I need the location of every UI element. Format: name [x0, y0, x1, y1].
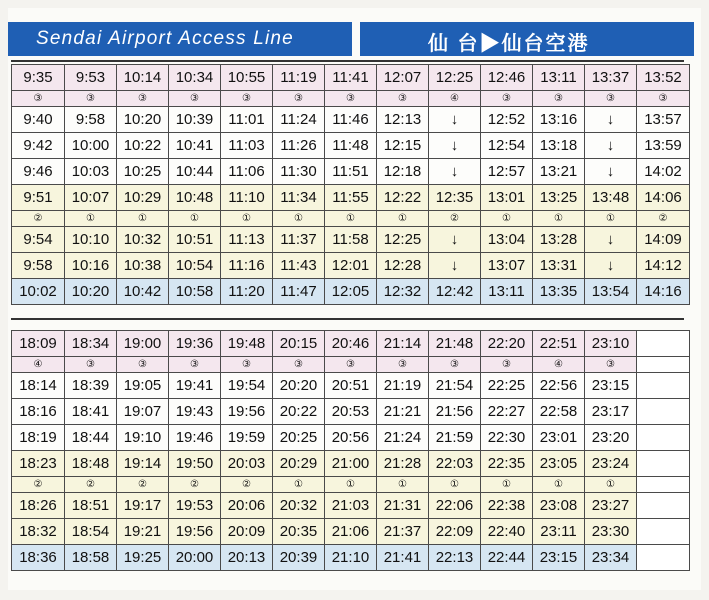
time-cell: 11:01 [221, 107, 273, 133]
time-cell: 23:15 [585, 373, 637, 399]
route-number-cell [637, 357, 690, 373]
time-cell: 13:31 [533, 253, 585, 279]
time-cell: 22:38 [481, 493, 533, 519]
route-number-cell: ③ [533, 91, 585, 107]
stop-time-row [12, 399, 690, 425]
time-cell: 11:46 [325, 107, 377, 133]
time-cell: ↓ [429, 133, 481, 159]
time-cell: 21:24 [377, 425, 429, 451]
time-cell: 10:20 [117, 107, 169, 133]
time-cell: 10:38 [117, 253, 169, 279]
time-cell: 20:15 [273, 331, 325, 357]
time-cell: ↓ [429, 253, 481, 279]
time-cell: 11:20 [221, 279, 273, 305]
route-number-cell: ① [325, 211, 377, 227]
evening-top-rule [11, 318, 684, 320]
stop-time-row [12, 227, 690, 253]
time-cell: 10:20 [65, 279, 117, 305]
time-cell: 21:59 [429, 425, 481, 451]
time-cell: 21:37 [377, 519, 429, 545]
time-cell: 19:48 [221, 331, 273, 357]
route-number-cell: ③ [12, 91, 65, 107]
time-cell: 11:47 [273, 279, 325, 305]
route-number-cell: ① [377, 211, 429, 227]
time-cell: 18:32 [12, 519, 65, 545]
route-number-cell: ③ [637, 91, 690, 107]
time-cell: 22:30 [481, 425, 533, 451]
time-cell: 14:06 [637, 185, 690, 211]
time-cell: 20:32 [273, 493, 325, 519]
time-cell: 11:48 [325, 133, 377, 159]
time-cell: 10:39 [169, 107, 221, 133]
time-cell: 22:58 [533, 399, 585, 425]
stop-time-row [12, 331, 690, 357]
time-cell: 11:30 [273, 159, 325, 185]
time-cell: 12:32 [377, 279, 429, 305]
time-cell: 10:42 [117, 279, 169, 305]
time-cell: 19:10 [117, 425, 169, 451]
time-cell: 13:04 [481, 227, 533, 253]
route-number-cell: ① [585, 211, 637, 227]
time-cell: 12:25 [429, 65, 481, 91]
time-cell: 12:01 [325, 253, 377, 279]
time-cell: 13:25 [533, 185, 585, 211]
time-cell: 10:58 [169, 279, 221, 305]
time-cell: 11:34 [273, 185, 325, 211]
time-cell: 11:19 [273, 65, 325, 91]
time-cell: 20:00 [169, 545, 221, 571]
time-cell: 10:03 [65, 159, 117, 185]
time-cell: 20:53 [325, 399, 377, 425]
time-cell: 19:59 [221, 425, 273, 451]
time-cell: 18:26 [12, 493, 65, 519]
time-cell: 23:11 [533, 519, 585, 545]
time-cell: 12:25 [377, 227, 429, 253]
time-cell: 19:54 [221, 373, 273, 399]
route-number-cell: ③ [325, 91, 377, 107]
time-cell: ↓ [429, 227, 481, 253]
time-cell: 19:14 [117, 451, 169, 477]
time-cell: 12:35 [429, 185, 481, 211]
route-number-cell: ③ [117, 357, 169, 373]
time-cell: 13:01 [481, 185, 533, 211]
time-cell [637, 399, 690, 425]
route-number-cell: ③ [273, 91, 325, 107]
time-cell: 14:09 [637, 227, 690, 253]
stop-time-row [12, 545, 690, 571]
time-cell: 21:00 [325, 451, 377, 477]
time-cell: 12:13 [377, 107, 429, 133]
time-cell: 20:39 [273, 545, 325, 571]
time-cell: 12:46 [481, 65, 533, 91]
time-cell: 20:03 [221, 451, 273, 477]
time-cell: 22:25 [481, 373, 533, 399]
time-cell: 14:16 [637, 279, 690, 305]
time-cell: 23:01 [533, 425, 585, 451]
time-cell: 10:32 [117, 227, 169, 253]
time-cell: 19:43 [169, 399, 221, 425]
route-number-cell: ② [429, 211, 481, 227]
route-number-cell: ① [273, 477, 325, 493]
time-cell [637, 425, 690, 451]
time-cell: 23:17 [585, 399, 637, 425]
time-cell: 20:13 [221, 545, 273, 571]
time-cell: 18:14 [12, 373, 65, 399]
time-cell: 13:48 [585, 185, 637, 211]
route-number-cell [637, 477, 690, 493]
time-cell: 21:06 [325, 519, 377, 545]
time-cell: 21:28 [377, 451, 429, 477]
time-cell: 9:51 [12, 185, 65, 211]
time-cell: 22:13 [429, 545, 481, 571]
morning-timetable [11, 64, 690, 305]
time-cell: 21:19 [377, 373, 429, 399]
route-title: 仙 台▶仙台空港 [428, 33, 590, 55]
time-cell: ↓ [585, 227, 637, 253]
time-cell: 20:22 [273, 399, 325, 425]
time-cell: 11:37 [273, 227, 325, 253]
route-number-cell: ③ [585, 91, 637, 107]
time-cell: 20:29 [273, 451, 325, 477]
time-cell: 19:46 [169, 425, 221, 451]
time-cell: 12:18 [377, 159, 429, 185]
time-cell: 23:15 [533, 545, 585, 571]
time-cell: 22:09 [429, 519, 481, 545]
time-cell: 18:48 [65, 451, 117, 477]
route-number-cell: ③ [221, 357, 273, 373]
time-cell: 23:30 [585, 519, 637, 545]
time-cell: 20:20 [273, 373, 325, 399]
time-cell: 19:25 [117, 545, 169, 571]
time-cell: 19:56 [169, 519, 221, 545]
time-cell: 13:18 [533, 133, 585, 159]
time-cell: 11:51 [325, 159, 377, 185]
route-number-row [12, 477, 690, 493]
time-cell: 18:58 [65, 545, 117, 571]
route-number-cell: ③ [169, 357, 221, 373]
time-cell: 9:58 [65, 107, 117, 133]
time-cell: 18:41 [65, 399, 117, 425]
route-number-row [12, 357, 690, 373]
morning-top-rule [11, 60, 684, 62]
route-number-cell: ③ [377, 357, 429, 373]
time-cell: 12:15 [377, 133, 429, 159]
route-number-cell: ② [12, 477, 65, 493]
time-cell: 23:10 [585, 331, 637, 357]
time-cell: 13:07 [481, 253, 533, 279]
time-cell: ↓ [429, 107, 481, 133]
time-cell: 11:06 [221, 159, 273, 185]
time-cell: 12:28 [377, 253, 429, 279]
route-number-cell: ① [533, 211, 585, 227]
time-cell: 23:27 [585, 493, 637, 519]
time-cell: 11:43 [273, 253, 325, 279]
route-number-cell: ① [533, 477, 585, 493]
time-cell: 18:51 [65, 493, 117, 519]
route-number-cell: ④ [429, 91, 481, 107]
time-cell: 9:58 [12, 253, 65, 279]
time-cell: 18:09 [12, 331, 65, 357]
time-cell: 11:26 [273, 133, 325, 159]
time-cell: 10:51 [169, 227, 221, 253]
time-cell: 10:16 [65, 253, 117, 279]
time-cell: 19:36 [169, 331, 221, 357]
time-cell: 13:16 [533, 107, 585, 133]
time-cell: 13:54 [585, 279, 637, 305]
route-number-row [12, 91, 690, 107]
time-cell: 14:12 [637, 253, 690, 279]
route-number-cell: ① [273, 211, 325, 227]
evening-timetable [11, 330, 690, 571]
route-number-cell: ② [169, 477, 221, 493]
route-number-cell: ③ [481, 357, 533, 373]
time-cell: 21:21 [377, 399, 429, 425]
time-cell: 10:41 [169, 133, 221, 159]
route-number-cell: ③ [65, 91, 117, 107]
time-cell: 13:37 [585, 65, 637, 91]
time-cell: 22:44 [481, 545, 533, 571]
time-cell: 22:03 [429, 451, 481, 477]
time-cell: 10:55 [221, 65, 273, 91]
time-cell: 10:10 [65, 227, 117, 253]
time-cell: 12:05 [325, 279, 377, 305]
time-cell: 21:10 [325, 545, 377, 571]
time-cell: 11:41 [325, 65, 377, 91]
time-cell: 23:08 [533, 493, 585, 519]
time-cell: 23:24 [585, 451, 637, 477]
route-number-cell: ② [221, 477, 273, 493]
time-cell: 10:07 [65, 185, 117, 211]
stop-time-row [12, 185, 690, 211]
time-cell: 20:51 [325, 373, 377, 399]
time-cell: 19:56 [221, 399, 273, 425]
route-number-cell: ③ [325, 357, 377, 373]
time-cell: 20:46 [325, 331, 377, 357]
header-divider [352, 22, 360, 56]
time-cell: 9:42 [12, 133, 65, 159]
time-cell: 19:50 [169, 451, 221, 477]
stop-time-row [12, 107, 690, 133]
route-number-cell: ② [65, 477, 117, 493]
route-number-cell: ① [325, 477, 377, 493]
route-number-cell: ① [585, 477, 637, 493]
time-cell: 12:22 [377, 185, 429, 211]
time-cell: 11:55 [325, 185, 377, 211]
time-cell: 10:14 [117, 65, 169, 91]
time-cell: 11:58 [325, 227, 377, 253]
route-number-cell: ① [65, 211, 117, 227]
time-cell: 12:57 [481, 159, 533, 185]
time-cell: 21:54 [429, 373, 481, 399]
time-cell: 20:06 [221, 493, 273, 519]
time-cell: 13:21 [533, 159, 585, 185]
route-number-cell: ② [637, 211, 690, 227]
stop-time-row [12, 133, 690, 159]
time-cell: 18:54 [65, 519, 117, 545]
route-number-cell: ① [481, 477, 533, 493]
time-cell: 12:52 [481, 107, 533, 133]
time-cell: 19:17 [117, 493, 169, 519]
route-number-cell: ④ [12, 357, 65, 373]
stop-time-row [12, 519, 690, 545]
time-cell [637, 545, 690, 571]
time-cell: 21:14 [377, 331, 429, 357]
time-cell: 18:19 [12, 425, 65, 451]
time-cell: ↓ [585, 107, 637, 133]
stop-time-row [12, 279, 690, 305]
route-number-cell: ③ [585, 357, 637, 373]
time-cell: 23:20 [585, 425, 637, 451]
time-cell: 19:21 [117, 519, 169, 545]
time-cell: ↓ [585, 253, 637, 279]
route-number-row [12, 211, 690, 227]
time-cell [637, 519, 690, 545]
time-cell: 19:00 [117, 331, 169, 357]
time-cell: 10:00 [65, 133, 117, 159]
time-cell [637, 373, 690, 399]
stop-time-row [12, 65, 690, 91]
time-cell: 18:44 [65, 425, 117, 451]
time-cell: 19:05 [117, 373, 169, 399]
time-cell: 23:34 [585, 545, 637, 571]
stop-time-row [12, 373, 690, 399]
time-cell: 20:09 [221, 519, 273, 545]
time-cell: 13:52 [637, 65, 690, 91]
time-cell: 22:51 [533, 331, 585, 357]
time-cell: 18:16 [12, 399, 65, 425]
route-number-cell: ③ [117, 91, 169, 107]
route-number-cell: ③ [481, 91, 533, 107]
route-number-cell: ① [481, 211, 533, 227]
time-cell: 11:03 [221, 133, 273, 159]
time-cell [637, 493, 690, 519]
time-cell: 10:48 [169, 185, 221, 211]
time-cell: 19:41 [169, 373, 221, 399]
route-number-cell: ① [117, 211, 169, 227]
time-cell: 19:53 [169, 493, 221, 519]
route-number-cell: ① [429, 477, 481, 493]
time-cell: 9:35 [12, 65, 65, 91]
stop-time-row [12, 159, 690, 185]
route-number-cell: ③ [221, 91, 273, 107]
time-cell: 10:44 [169, 159, 221, 185]
time-cell: 20:25 [273, 425, 325, 451]
time-cell: 11:16 [221, 253, 273, 279]
time-cell: 22:27 [481, 399, 533, 425]
time-cell: 21:48 [429, 331, 481, 357]
time-cell: 21:41 [377, 545, 429, 571]
route-number-cell: ④ [533, 357, 585, 373]
time-cell: 13:11 [481, 279, 533, 305]
time-cell: 9:54 [12, 227, 65, 253]
line-title: Sendai Airport Access Line [36, 28, 294, 49]
time-cell: 10:29 [117, 185, 169, 211]
stop-time-row [12, 253, 690, 279]
time-cell: 13:57 [637, 107, 690, 133]
time-cell: 18:23 [12, 451, 65, 477]
time-cell: 10:25 [117, 159, 169, 185]
route-number-cell: ② [117, 477, 169, 493]
time-cell: ↓ [585, 159, 637, 185]
time-cell: 10:34 [169, 65, 221, 91]
time-cell: 9:53 [65, 65, 117, 91]
time-cell: 13:35 [533, 279, 585, 305]
route-number-cell: ③ [65, 357, 117, 373]
time-cell: ↓ [585, 133, 637, 159]
stop-time-row [12, 493, 690, 519]
time-cell: 21:31 [377, 493, 429, 519]
time-cell: 11:13 [221, 227, 273, 253]
time-cell: 13:11 [533, 65, 585, 91]
time-cell: 9:40 [12, 107, 65, 133]
time-cell: 22:20 [481, 331, 533, 357]
route-number-cell: ① [169, 211, 221, 227]
time-cell: 20:56 [325, 425, 377, 451]
time-cell: 12:54 [481, 133, 533, 159]
time-cell: 10:54 [169, 253, 221, 279]
time-cell [637, 331, 690, 357]
route-number-cell: ③ [169, 91, 221, 107]
time-cell: 22:40 [481, 519, 533, 545]
route-number-cell: ③ [377, 91, 429, 107]
route-number-cell: ① [221, 211, 273, 227]
time-cell: 18:39 [65, 373, 117, 399]
route-number-cell: ③ [273, 357, 325, 373]
time-cell: ↓ [429, 159, 481, 185]
time-cell: 18:36 [12, 545, 65, 571]
time-cell: 13:59 [637, 133, 690, 159]
time-cell: 14:02 [637, 159, 690, 185]
time-cell: 12:42 [429, 279, 481, 305]
route-number-cell: ② [12, 211, 65, 227]
header-bar [8, 22, 694, 56]
time-cell: 20:35 [273, 519, 325, 545]
time-cell: 22:56 [533, 373, 585, 399]
time-cell: 10:02 [12, 279, 65, 305]
route-number-cell: ③ [429, 357, 481, 373]
route-number-cell: ① [377, 477, 429, 493]
time-cell: 19:07 [117, 399, 169, 425]
time-cell: 23:05 [533, 451, 585, 477]
time-cell: 21:56 [429, 399, 481, 425]
time-cell: 9:46 [12, 159, 65, 185]
time-cell: 22:06 [429, 493, 481, 519]
time-cell: 18:34 [65, 331, 117, 357]
time-cell: 13:28 [533, 227, 585, 253]
stop-time-row [12, 425, 690, 451]
time-cell: 21:03 [325, 493, 377, 519]
stop-time-row [12, 451, 690, 477]
time-cell: 10:22 [117, 133, 169, 159]
time-cell [637, 451, 690, 477]
time-cell: 11:10 [221, 185, 273, 211]
time-cell: 12:07 [377, 65, 429, 91]
time-cell: 22:35 [481, 451, 533, 477]
time-cell: 11:24 [273, 107, 325, 133]
